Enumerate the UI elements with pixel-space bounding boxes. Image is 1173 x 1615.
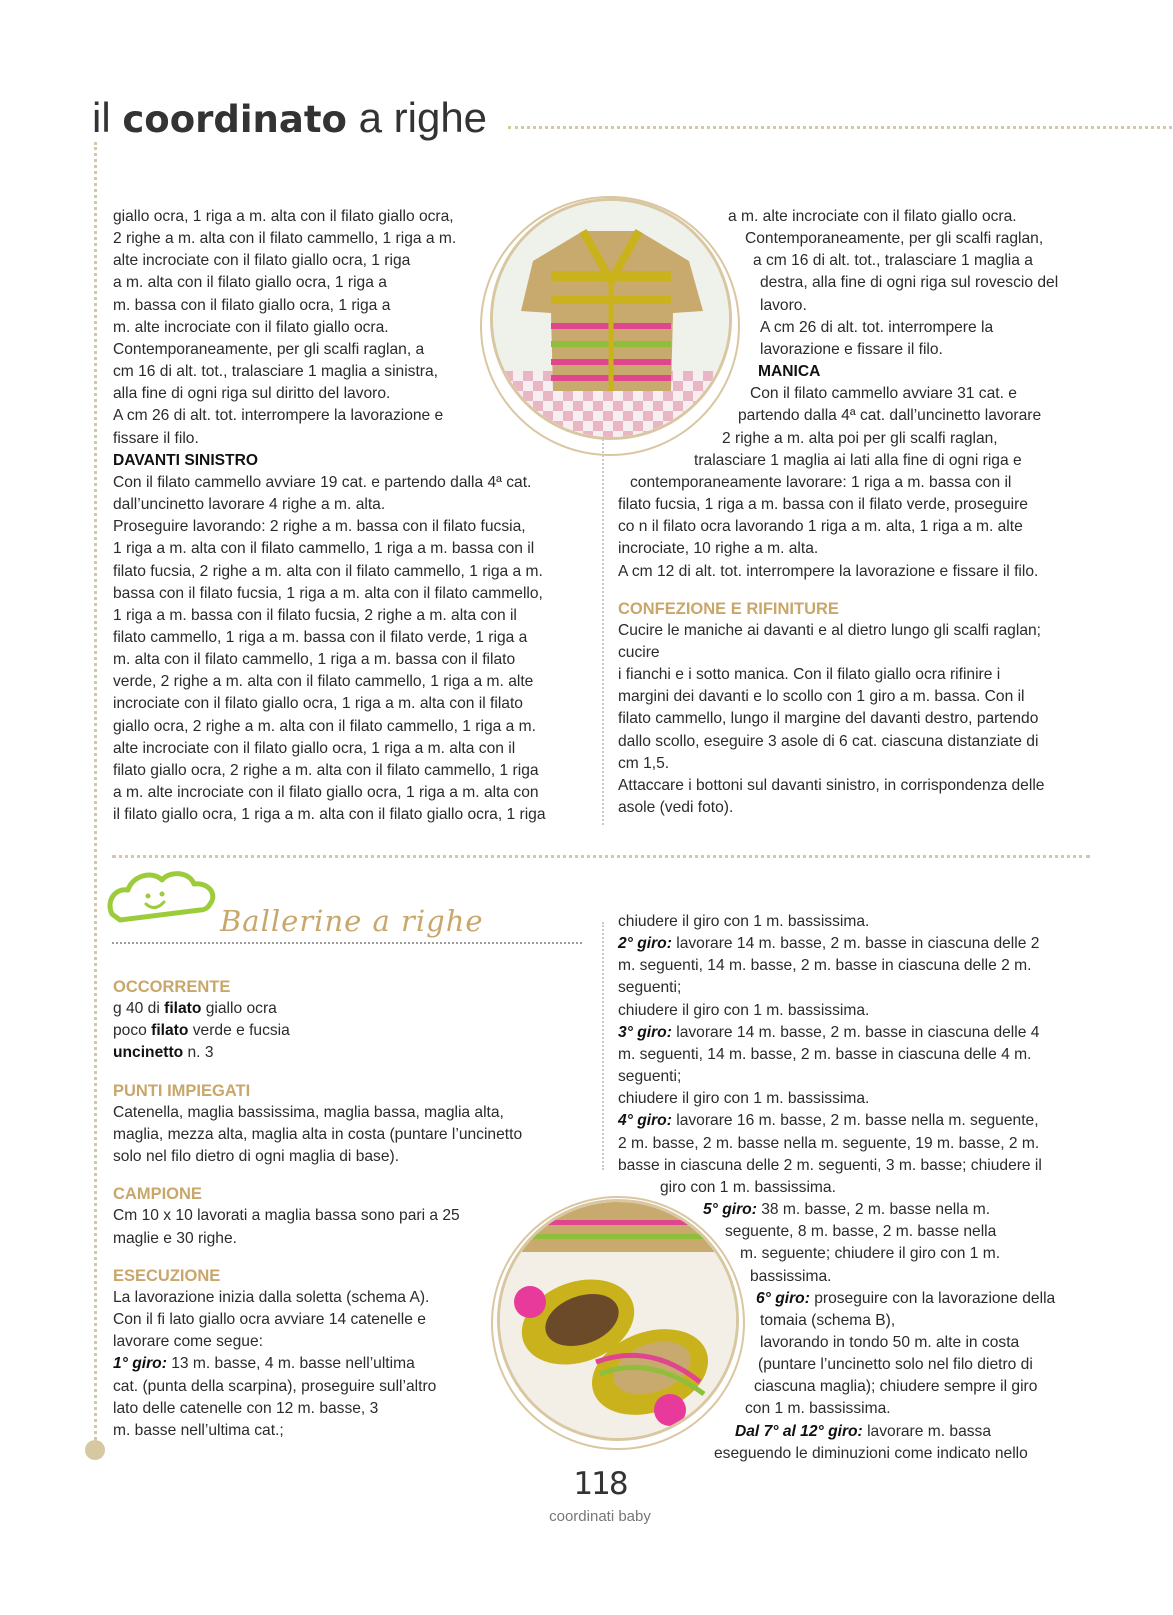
text-line: alte incrociate con il filato giallo ocra, 1 riga a m. alta con il bbox=[113, 739, 516, 757]
text-fragment: n. 3 bbox=[183, 1044, 214, 1062]
text-line: seguenti; bbox=[618, 979, 682, 997]
text-fragment: 13 m. basse, 4 m. basse nell’ultima bbox=[166, 1355, 415, 1373]
text-fragment: 38 m. basse, 2 m. basse nella m. bbox=[756, 1201, 991, 1219]
text-line: dallo scollo, eseguire 3 asole di 6 cat. ciascuna distanziate di bbox=[618, 732, 1039, 750]
text-line: m. seguenti, 14 m. basse, 2 m. basse in ciascuna delle 2 m. bbox=[618, 957, 1032, 975]
text-line: lavorazione e fissare il filo. bbox=[760, 340, 943, 358]
text-fragment: lavorare m. bassa bbox=[862, 1422, 992, 1440]
text-line bbox=[605, 1199, 1055, 1221]
title-dotted-rule bbox=[508, 126, 1172, 129]
title-part-il: il bbox=[92, 94, 111, 141]
heading-manica: MANICA bbox=[758, 363, 821, 381]
text-line: m. alte incrociate con il filato giallo ocra. bbox=[113, 318, 389, 336]
text-line: il filato giallo ocra, 1 riga a m. alta con il filato giallo ocra, 1 riga bbox=[113, 806, 546, 824]
heading-occorrente: OCCORRENTE bbox=[113, 978, 231, 996]
text-line: Con il fi lato giallo ocra avviare 14 catenelle e bbox=[113, 1311, 426, 1329]
border-end-dot bbox=[85, 1440, 105, 1460]
text-line: A cm 26 di alt. tot. interrompere la bbox=[760, 318, 994, 336]
text-fragment: lavorare 16 m. basse, 2 m. basse nella m. seguente, bbox=[671, 1112, 1039, 1130]
text-line: contemporaneamente lavorare: 1 riga a m. bassa con il bbox=[630, 473, 1012, 491]
text-line: filato cammello, 1 riga a m. bassa con il filato verde, 1 riga a bbox=[113, 628, 528, 646]
page-number: 118 bbox=[573, 1466, 627, 1502]
giro-label: 1° giro: bbox=[113, 1355, 167, 1373]
text-line: Cucire le maniche ai davanti e al dietro lungo gli scalfi raglan; bbox=[618, 621, 1041, 639]
text-line: chiudere il giro con 1 m. bassissima. bbox=[618, 1001, 870, 1019]
text-line bbox=[605, 1288, 1055, 1310]
text-line: a cm 16 di alt. tot., tralasciare 1 maglia a bbox=[753, 252, 1033, 270]
text-line: basse in ciascuna delle 2 m. seguenti, 3 m. basse; chiudere il bbox=[618, 1156, 1042, 1174]
section-title-rule bbox=[112, 942, 582, 944]
text-line: La lavorazione inizia dalla soletta (schema A). bbox=[113, 1288, 430, 1306]
text-line: lato delle catenelle con 12 m. basse, 3 bbox=[113, 1399, 379, 1417]
text-fragment: lavorare 14 m. basse, 2 m. basse in ciascuna delle 2 bbox=[671, 935, 1040, 953]
section-dotted-rule bbox=[112, 855, 1090, 858]
text-line: ciascuna maglia); chiudere sempre il giro bbox=[754, 1378, 1038, 1396]
heading-esecuzione: ESECUZIONE bbox=[113, 1266, 221, 1285]
title-part-righe: a righe bbox=[358, 94, 488, 141]
text-line: 1 riga a m. alta con il filato cammello, 1 riga a m. bassa con il bbox=[113, 540, 535, 558]
text-line: eseguendo le diminuzioni come indicato nello bbox=[714, 1444, 1028, 1462]
text-line: Contemporaneamente, per gli scalfi raglan, bbox=[745, 230, 1044, 248]
text-line: seguente, 8 m. basse, 2 m. basse nella bbox=[725, 1223, 997, 1241]
text-line: Cm 10 x 10 lavorati a maglia bassa sono pari a 25 bbox=[113, 1207, 460, 1225]
text-line: i fianchi e i sotto manica. Con il filato giallo ocra rifinire i bbox=[618, 666, 1001, 684]
text-line: Proseguire lavorando: 2 righe a m. bassa con il filato fucsia, bbox=[113, 518, 526, 536]
text-line: m. seguente; chiudere il giro con 1 m. bbox=[740, 1245, 1001, 1263]
text-line: incrociate con il filato giallo ocra, 1 riga a m. alta con il filato bbox=[113, 695, 523, 713]
text-line: a m. alta con il filato giallo ocra, 1 riga a bbox=[113, 274, 387, 292]
text-line: A cm 26 di alt. tot. interrompere la lavorazione e bbox=[113, 407, 444, 425]
text-line: Catenella, maglia bassissima, maglia bassa, maglia alta, bbox=[113, 1103, 504, 1121]
text-line: filato fucsia, 1 riga a m. bassa con il filato verde, proseguire bbox=[618, 496, 1028, 514]
text-line: alte incrociate con il filato giallo ocra, 1 riga bbox=[113, 252, 411, 270]
text-line: tomaia (schema B), bbox=[760, 1311, 896, 1329]
text-line: 2 m. basse, 2 m. basse nella m. seguente, 19 m. basse, 2 m. bbox=[618, 1134, 1040, 1152]
text-line bbox=[605, 1110, 1055, 1132]
title-part-coordinato: coordinato bbox=[122, 98, 347, 141]
text-line: 2 righe a m. alta con il filato cammello, 1 riga a m. bbox=[113, 230, 457, 248]
text-line: 1 riga a m. bassa con il filato fucsia, 2 righe a m. alta con il bbox=[113, 606, 517, 624]
text-line: giallo ocra, 1 riga a m. alta con il filato giallo ocra, bbox=[113, 208, 454, 225]
text-line bbox=[113, 1042, 522, 1064]
column-divider-bottom bbox=[602, 922, 604, 1170]
text-line: filato giallo ocra, 2 righe a m. alta con il filato cammello, 1 riga bbox=[113, 761, 539, 779]
text-line: m. alta con il filato cammello, 1 riga a m. bassa con il filato bbox=[113, 651, 516, 669]
text-line: bassissima. bbox=[750, 1267, 832, 1285]
text-line: con 1 m. bassissima. bbox=[745, 1400, 891, 1418]
text-line: alla fine di ogni riga sul diritto del lavoro. bbox=[113, 385, 391, 403]
smiling-cloud-icon bbox=[104, 866, 220, 924]
giro-label: 6° giro: bbox=[756, 1289, 810, 1307]
text-line: asole (vedi foto). bbox=[618, 799, 734, 817]
text-line: maglie e 30 righe. bbox=[113, 1229, 237, 1247]
text-line: lavorando in tondo 50 m. alte in costa bbox=[760, 1333, 1020, 1351]
text-line: m. seguenti, 14 m. basse, 2 m. basse in ciascuna delle 4 m. bbox=[618, 1045, 1032, 1063]
left-column-bottom bbox=[113, 976, 522, 1442]
text-line: Con il filato cammello avviare 31 cat. e bbox=[750, 385, 1017, 403]
page-title bbox=[92, 90, 487, 148]
giro-label: 3° giro: bbox=[618, 1023, 672, 1041]
text-fragment: verde e fucsia bbox=[188, 1022, 290, 1040]
text-fragment: poco bbox=[113, 1022, 152, 1040]
text-line: Con il filato cammello avviare 19 cat. e partendo dalla 4ª cat. bbox=[113, 473, 532, 491]
text-line: destra, alla fine di ogni riga sul rovescio del bbox=[760, 274, 1059, 292]
text-line: tralasciare 1 maglia ai lati alla fine di ogni riga e bbox=[694, 451, 1022, 469]
text-line: a m. alte incrociate con il filato giallo ocra, 1 riga a m. alta con bbox=[113, 784, 539, 802]
paragraph-gap bbox=[605, 583, 1058, 598]
text-line: cucire bbox=[618, 643, 660, 661]
text-line: a m. alte incrociate con il filato giallo ocra. bbox=[728, 208, 1017, 225]
text-line bbox=[605, 933, 1055, 955]
text-fragment: lavorare 14 m. basse, 2 m. basse in ciascuna delle 4 bbox=[671, 1023, 1040, 1041]
text-line: cm 1,5. bbox=[618, 754, 670, 772]
text-line: verde, 2 righe a m. alta con il filato cammello, 1 riga a m. alte bbox=[113, 673, 534, 691]
paragraph-gap bbox=[113, 1065, 522, 1080]
right-column-top bbox=[605, 206, 1058, 819]
text-line: Attaccare i bottoni sul davanti sinistro, in corrispondenza delle bbox=[618, 776, 1045, 794]
text-bold: uncinetto bbox=[113, 1044, 184, 1062]
text-line: filato fucsia, 2 righe a m. alta con il filato cammello, 1 riga a m. bbox=[113, 562, 543, 580]
text-bold: filato bbox=[164, 1000, 202, 1018]
giro-label: 5° giro: bbox=[703, 1201, 757, 1219]
giro-label: Dal 7° al 12° giro: bbox=[735, 1422, 863, 1440]
text-line: fissare il filo. bbox=[113, 429, 199, 447]
paragraph-gap bbox=[113, 1250, 522, 1265]
giro-label: 4° giro: bbox=[618, 1112, 672, 1130]
text-line: lavoro. bbox=[760, 296, 807, 314]
text-line: giallo ocra, 2 righe a m. alta con il filato cammello, 1 riga a m. bbox=[113, 717, 536, 735]
text-line: lavorare come segue: bbox=[113, 1333, 263, 1351]
text-line: m. basse nell’ultima cat.; bbox=[113, 1421, 284, 1439]
text-line: Contemporaneamente, per gli scalfi raglan, a bbox=[113, 340, 425, 358]
heading-confezione: CONFEZIONE E RIFINITURE bbox=[618, 599, 839, 618]
page-dotted-border bbox=[94, 142, 97, 1452]
text-line bbox=[113, 1020, 522, 1042]
text-fragment: proseguire con la lavorazione della bbox=[809, 1289, 1056, 1307]
text-line: cat. (punta della scarpina), proseguire sull’altro bbox=[113, 1377, 437, 1395]
text-line: 2 righe a m. alta poi per gli scalfi raglan, bbox=[722, 429, 998, 447]
text-line: seguenti; bbox=[618, 1068, 682, 1086]
text-line: chiudere il giro con 1 m. bassissima. bbox=[618, 1090, 870, 1108]
magazine-name: coordinati baby bbox=[549, 1508, 651, 1525]
text-line: incrociate, 10 righe a m. alta. bbox=[618, 540, 819, 558]
text-bold: filato bbox=[151, 1022, 189, 1040]
text-line: dall’uncinetto lavorare 4 righe a m. alta. bbox=[113, 496, 386, 514]
text-line: (puntare l’uncinetto solo nel filo dietro di bbox=[758, 1356, 1033, 1374]
text-line: cm 16 di alt. tot., tralasciare 1 maglia a sinistra, bbox=[113, 363, 439, 381]
heading-punti-impiegati: PUNTI IMPIEGATI bbox=[113, 1081, 251, 1100]
heading-campione: CAMPIONE bbox=[113, 1185, 202, 1204]
paragraph-gap bbox=[113, 1168, 522, 1183]
text-line: solo nel filo dietro di ogni maglia di base). bbox=[113, 1148, 400, 1166]
text-line: giro con 1 m. bassissima. bbox=[660, 1178, 836, 1196]
section-title-ballerine: Ballerine a righe bbox=[220, 904, 484, 938]
text-line: bassa con il filato fucsia, 1 riga a m. alta con il filato cammello, bbox=[113, 584, 543, 602]
text-line: m. bassa con il filato giallo ocra, 1 riga a bbox=[113, 296, 391, 314]
text-line bbox=[113, 998, 522, 1020]
text-line: filato cammello, lungo il margine del davanti destro, partendo bbox=[618, 710, 1039, 728]
text-line: co n il filato ocra lavorando 1 riga a m. alta, 1 riga a m. alte bbox=[618, 518, 1023, 536]
heading-davanti-sinistro: DAVANTI SINISTRO bbox=[113, 451, 258, 469]
left-column-top bbox=[113, 206, 546, 826]
giro-label: 2° giro: bbox=[618, 935, 672, 953]
text-fragment: g 40 di bbox=[113, 1000, 165, 1018]
text-line: margini dei davanti e lo scollo con 1 giro a m. bassa. Con il bbox=[618, 688, 1025, 706]
right-column-bottom bbox=[605, 911, 1055, 1465]
text-line bbox=[605, 1421, 1055, 1443]
text-line bbox=[113, 1353, 522, 1375]
text-line: partendo dalla 4ª cat. dall’uncinetto lavorare bbox=[738, 407, 1042, 425]
text-line: chiudere il giro con 1 m. bassissima. bbox=[618, 913, 870, 930]
text-line bbox=[605, 1022, 1055, 1044]
text-line: maglia, mezza alta, maglia alta in costa (puntare l’uncinetto bbox=[113, 1125, 523, 1143]
text-fragment: giallo ocra bbox=[201, 1000, 277, 1018]
text-line: A cm 12 di alt. tot. interrompere la lavorazione e fissare il filo. bbox=[618, 562, 1039, 580]
